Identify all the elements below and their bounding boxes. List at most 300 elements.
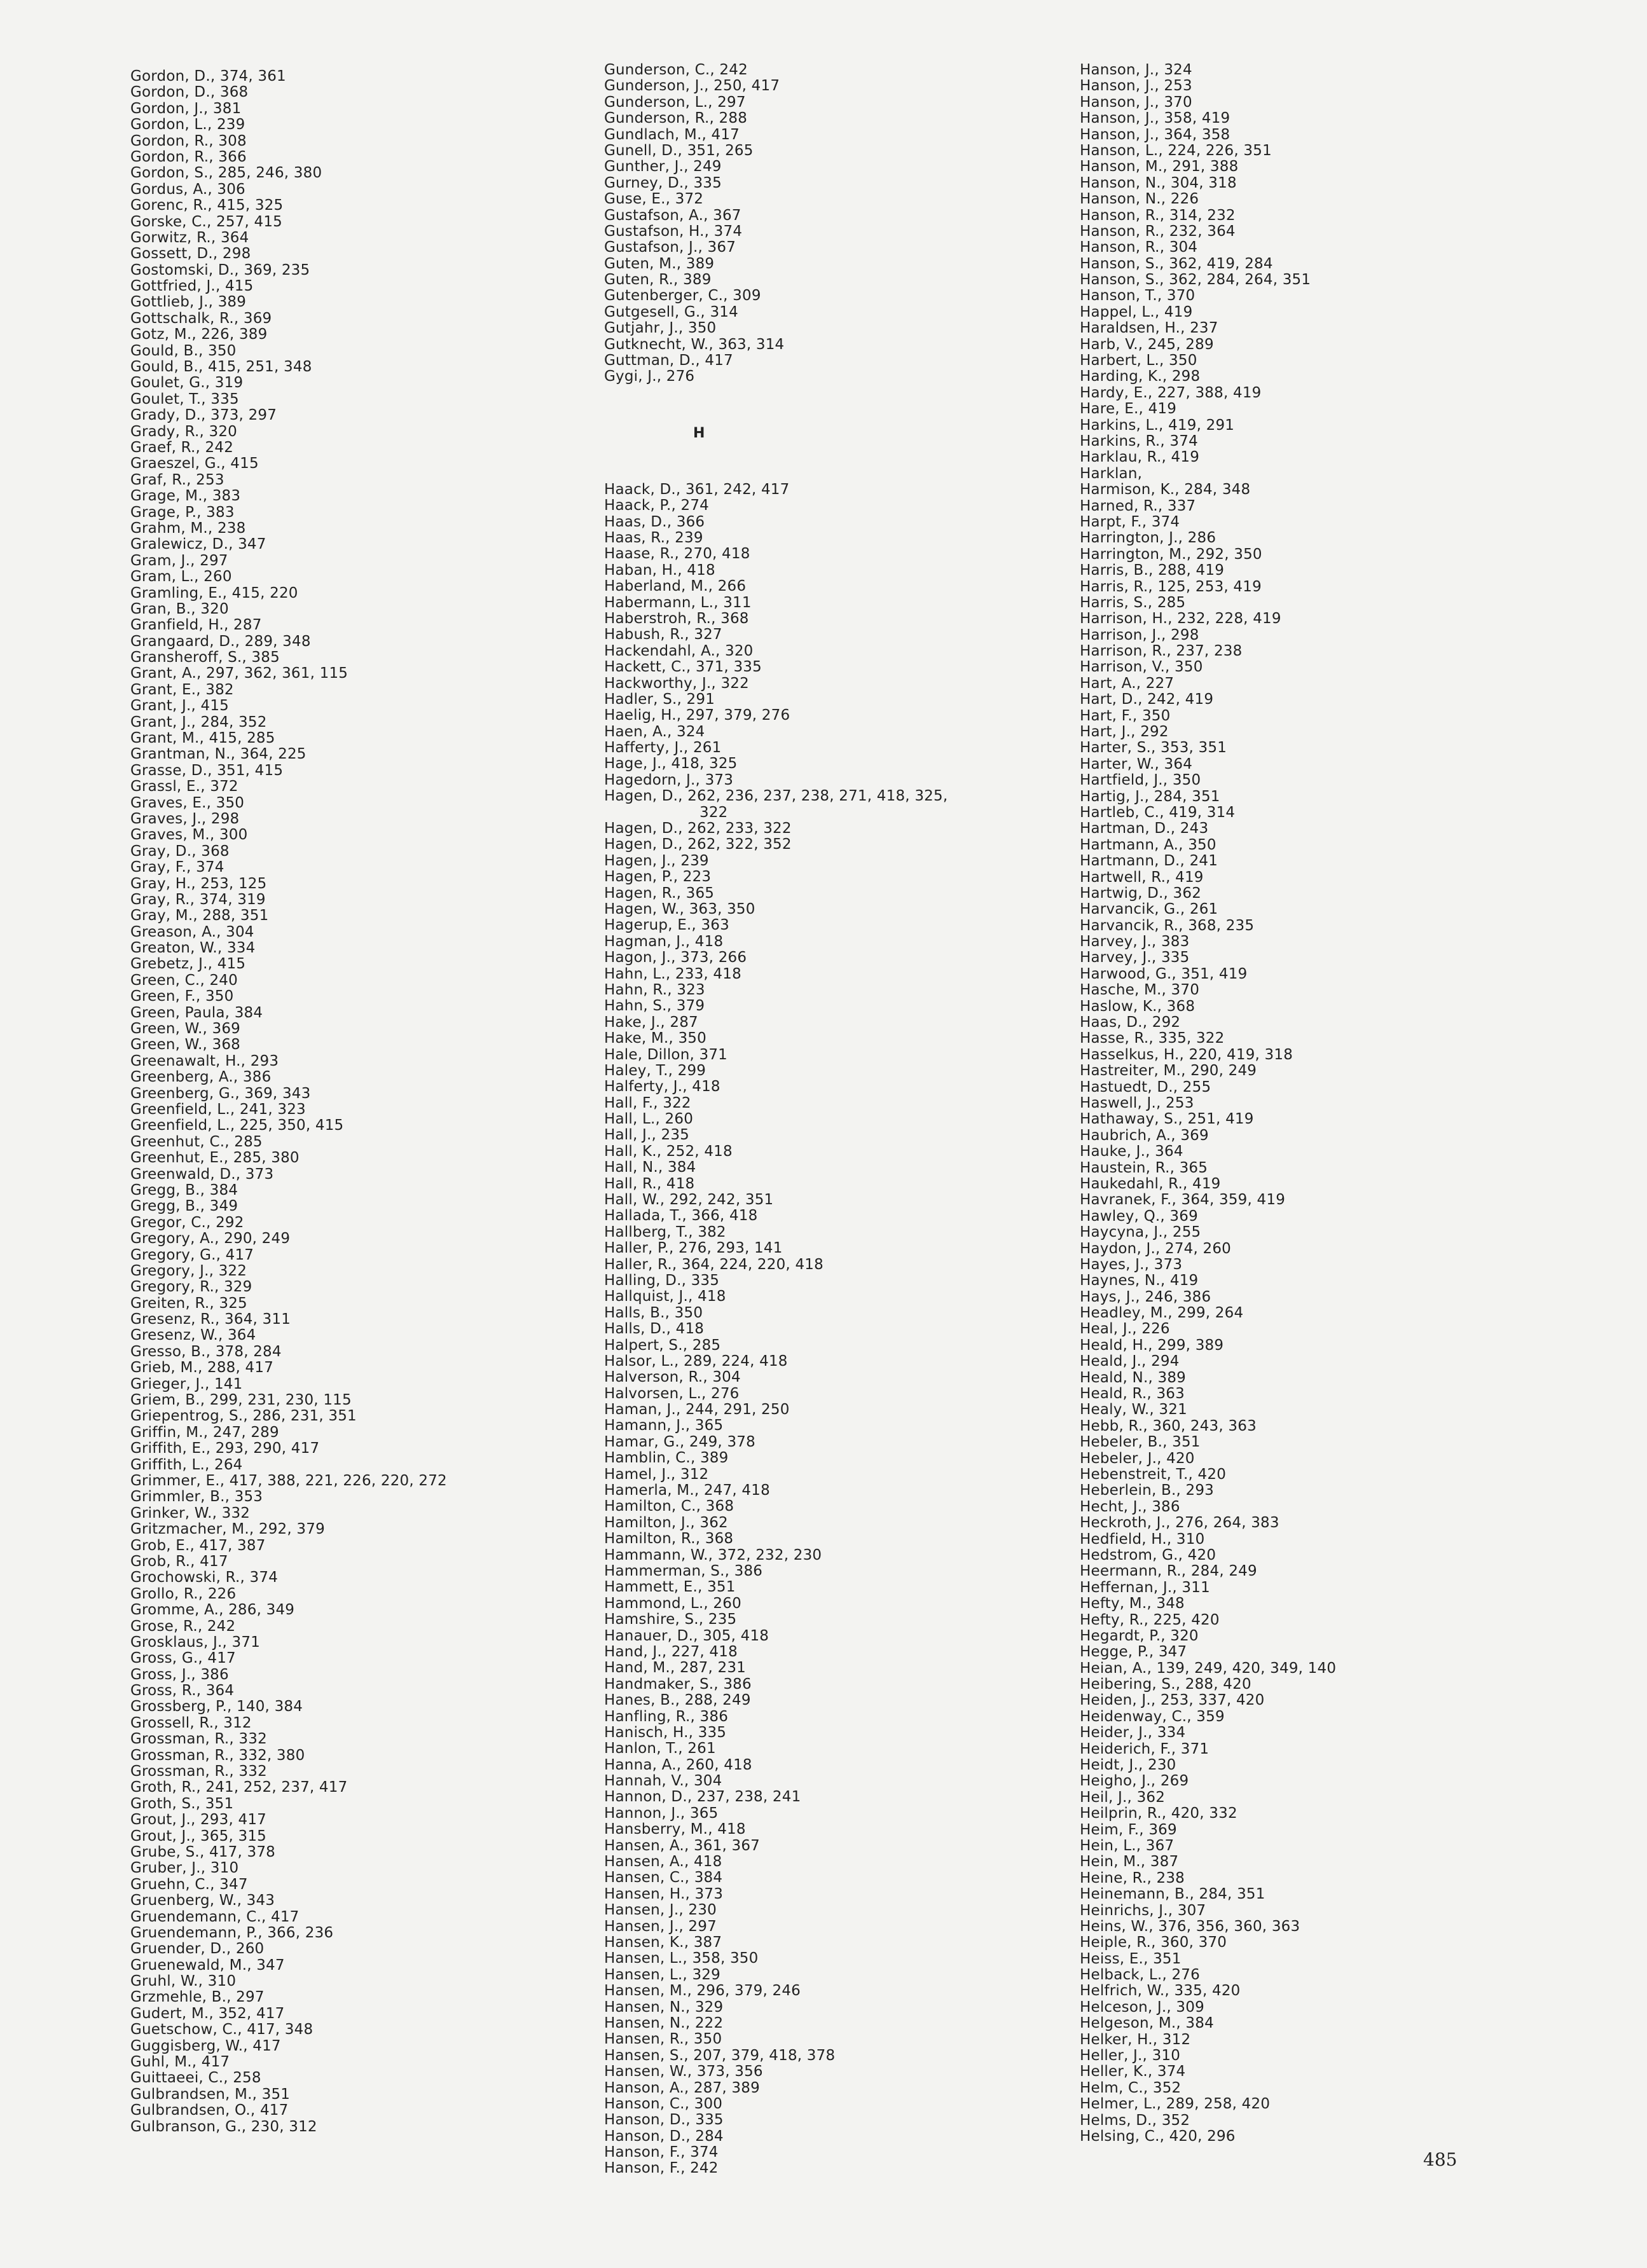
index-entry: Grant, E., 382: [130, 681, 234, 698]
index-entry: Hartmann, D., 241: [1080, 853, 1218, 870]
index-entry: Haberland, M., 266: [604, 578, 747, 595]
index-entry: Hammann, W., 372, 232, 230: [604, 1546, 822, 1564]
index-entry: Hanson, A., 287, 389: [604, 2079, 760, 2096]
index-column-2: [604, 62, 1062, 2177]
index-entry: Hebenstreit, T., 420: [1080, 1466, 1227, 1483]
index-entry: Gould, B., 350: [130, 342, 237, 359]
index-entry: Heins, W., 376, 356, 360, 363: [1080, 1918, 1300, 1935]
index-entry: Hale, Dillon, 371: [604, 1046, 728, 1063]
index-entry: Haase, R., 270, 418: [604, 546, 750, 563]
index-entry: Harris, R., 125, 253, 419: [1080, 578, 1262, 595]
index-entry: Haraldsen, H., 237: [1080, 320, 1218, 337]
index-entry: Gygi, J., 276: [604, 368, 695, 385]
index-entry: Greenberg, G., 369, 343: [130, 1085, 311, 1102]
index-entry: Grube, S., 417, 378: [130, 1843, 275, 1860]
index-entry: Graves, J., 298: [130, 810, 240, 827]
index-entry: Hasselkus, H., 220, 419, 318: [1080, 1046, 1293, 1063]
index-entry: Hasche, M., 370: [1080, 982, 1200, 999]
index-entry: Harrison, J., 298: [1080, 626, 1199, 643]
index-entry: Gross, R., 364: [130, 1682, 235, 1700]
index-entry: Gruender, D., 260: [130, 1941, 265, 1958]
index-entry: Hanson, S., 362, 419, 284: [1080, 255, 1273, 272]
index-entry: Gorwitz, R., 364: [130, 229, 249, 246]
index-entry: Gustafson, J., 367: [604, 239, 736, 256]
index-entry: Halverson, R., 304: [604, 1369, 741, 1386]
index-entry: Harter, W., 364: [1080, 755, 1193, 773]
index-entry: Halsor, L., 289, 224, 418: [604, 1352, 788, 1370]
index-entry: Gutjahr, J., 350: [604, 320, 717, 337]
index-entry: Heberlein, B., 293: [1080, 1482, 1214, 1499]
index-entry: Gunther, J., 249: [604, 158, 722, 175]
index-entry: Happel, L., 419: [1080, 303, 1193, 320]
index-entry: Haban, H., 418: [604, 561, 715, 579]
index-entry: Gutknecht, W., 363, 314: [604, 336, 785, 353]
index-entry: Gunderson, C., 242: [604, 62, 748, 78]
index-entry: Hamann, J., 365: [604, 1417, 724, 1434]
index-entry: Hartwig, D., 362: [1080, 884, 1202, 902]
index-entry: Grose, R., 242: [130, 1618, 236, 1635]
index-entry: Hahn, R., 323: [604, 981, 705, 998]
index-entry: Hanson, M., 291, 388: [1080, 158, 1239, 175]
index-entry: Heffernan, J., 311: [1080, 1579, 1210, 1596]
index-entry: Greenwald, D., 373: [130, 1165, 274, 1183]
index-entry: Hefty, M., 348: [1080, 1595, 1185, 1612]
index-entry: Haustein, R., 365: [1080, 1159, 1208, 1176]
index-entry: Hagerup, E., 363: [604, 917, 729, 934]
index-entry: Grieb, M., 288, 417: [130, 1359, 274, 1377]
index-entry: Helback, L., 276: [1080, 1967, 1200, 1984]
index-entry: Harrison, R., 237, 238: [1080, 643, 1243, 660]
index-entry: Halling, D., 335: [604, 1272, 720, 1289]
index-entry: Hathaway, S., 251, 419: [1080, 1111, 1254, 1128]
index-entry: Heal, J., 226: [1080, 1321, 1170, 1338]
index-entry: Gudert, M., 352, 417: [130, 2005, 285, 2022]
index-entry: Hauke, J., 364: [1080, 1143, 1183, 1160]
index-entry: Hansen, H., 373: [604, 1885, 724, 1902]
index-entry: Heibering, S., 288, 420: [1080, 1676, 1251, 1693]
index-entry: Hansberry, M., 418: [604, 1821, 746, 1838]
index-entry: Hansen, L., 329: [604, 1966, 720, 1983]
index-entry: Hart, F., 350: [1080, 707, 1171, 724]
index-entry: Hanson, R., 314, 232: [1080, 207, 1236, 224]
index-entry: Hart, J., 292: [1080, 724, 1169, 741]
index-entry: Gordon, J., 381: [130, 100, 242, 117]
index-entry: Gottlieb, J., 389: [130, 294, 247, 311]
index-entry: Hagen, R., 365: [604, 884, 715, 902]
index-entry: Heiss, E., 351: [1080, 1950, 1182, 1967]
index-entry: Habermann, L., 311: [604, 594, 752, 611]
index-entry: Harbert, L., 350: [1080, 352, 1197, 369]
index-entry: Gustafson, A., 367: [604, 207, 741, 224]
section-letter: H: [693, 425, 705, 441]
index-entry: Gram, J., 297: [130, 552, 228, 569]
index-entry: Guttman, D., 417: [604, 352, 733, 369]
index-entry: Grassl, E., 372: [130, 778, 238, 795]
index-entry: Graf, R., 253: [130, 471, 224, 488]
index-entry: [604, 788, 1011, 821]
index-entry: Heiden, J., 253, 337, 420: [1080, 1692, 1265, 1709]
index-entry: Haller, R., 364, 224, 220, 418: [604, 1256, 824, 1273]
index-entry: Grochowski, R., 374: [130, 1569, 279, 1586]
index-entry: Grimmler, B., 353: [130, 1488, 263, 1506]
index-entry: Haydon, J., 274, 260: [1080, 1240, 1232, 1257]
index-entry: Hartwell, R., 419: [1080, 869, 1204, 886]
index-entry: Gunderson, R., 288: [604, 110, 748, 127]
index-entry: Harrison, V., 350: [1080, 659, 1203, 676]
index-entry: Hake, J., 287: [604, 1014, 698, 1031]
index-entry: Gray, D., 368: [130, 842, 230, 860]
index-entry: Grossman, R., 332: [130, 1731, 267, 1748]
index-entry: Hegardt, P., 320: [1080, 1627, 1199, 1644]
index-entry: Haller, P., 276, 293, 141: [604, 1240, 783, 1257]
index-entry: Heidenway, C., 359: [1080, 1708, 1225, 1725]
index-entry: Haubrich, A., 369: [1080, 1127, 1209, 1144]
index-entry: Gruber, J., 310: [130, 1860, 239, 1877]
index-entry: Hanson, N., 304, 318: [1080, 174, 1237, 191]
index-entry: Hansen, A., 418: [604, 1853, 722, 1871]
index-entry: Harvey, J., 335: [1080, 949, 1190, 966]
index-entry: Greenberg, A., 386: [130, 1069, 272, 1086]
index-entry: Guittaeei, C., 258: [130, 2070, 261, 2087]
index-entry: Harding, K., 298: [1080, 368, 1201, 385]
index-entry: Hanson, J., 324: [1080, 62, 1192, 78]
index-entry: Hart, A., 227: [1080, 675, 1175, 692]
index-entry: Harkins, L., 419, 291: [1080, 416, 1235, 434]
index-entry: Gregory, A., 290, 249: [130, 1230, 291, 1247]
index-entry: Greenhut, E., 285, 380: [130, 1150, 300, 1167]
index-entry: Gregory, R., 329: [130, 1279, 252, 1296]
index-entry: Headley, M., 299, 264: [1080, 1305, 1244, 1322]
index-entry: Harklau, R., 419: [1080, 449, 1200, 466]
index-entry: Grossman, R., 332, 380: [130, 1747, 305, 1764]
index-entry: Grant, M., 415, 285: [130, 730, 275, 747]
index-entry: Heigho, J., 269: [1080, 1773, 1189, 1790]
index-entry: Hagen, P., 223: [604, 869, 712, 886]
index-entry: Gram, L., 260: [130, 568, 232, 586]
index-entry: Grage, M., 383: [130, 488, 241, 505]
index-entry: Gregg, B., 384: [130, 1181, 238, 1199]
index-entry: Gross, J., 386: [130, 1666, 229, 1683]
index-entry: Hall, N., 384: [604, 1159, 696, 1176]
index-entry: Helker, H., 312: [1080, 2031, 1191, 2048]
index-entry: Helm, C., 352: [1080, 2079, 1182, 2096]
index-entry: Harkins, R., 374: [1080, 432, 1198, 450]
index-entry: Hagedorn, J., 373: [604, 771, 734, 788]
index-entry-main: Hagen, D., 262, 236, 237, 238, 271, 418, 325,: [604, 788, 948, 805]
index-entry: Gulbrandsen, O., 417: [130, 2102, 289, 2119]
index-entry: Haswell, J., 253: [1080, 1095, 1194, 1111]
index-entry: Havranek, F., 364, 359, 419: [1080, 1192, 1286, 1209]
index-entry: Hedstrom, G., 420: [1080, 1546, 1216, 1564]
index-entry: Hebeler, J., 420: [1080, 1450, 1195, 1467]
index-column-1: [130, 69, 588, 2135]
index-entry: Hagen, D., 262, 233, 322: [604, 820, 792, 837]
index-entry: Greenfield, L., 241, 323: [130, 1101, 306, 1118]
index-entry: Hamilton, C., 368: [604, 1498, 734, 1515]
index-entry: Granfield, H., 287: [130, 617, 262, 634]
index-entry: Hanson, C., 300: [604, 2095, 723, 2112]
index-entry: Harrison, H., 232, 228, 419: [1080, 610, 1281, 628]
index-entry: Hebb, R., 360, 243, 363: [1080, 1417, 1257, 1434]
index-entry: Green, F., 350: [130, 988, 234, 1005]
index-entry: Hallquist, J., 418: [604, 1288, 726, 1305]
index-entry: Hanfling, R., 386: [604, 1708, 729, 1725]
index-entry: Griepentrog, S., 286, 231, 351: [130, 1408, 357, 1425]
index-entry: Hammond, L., 260: [604, 1595, 741, 1612]
index-entry: Hagon, J., 373, 266: [604, 949, 747, 966]
index-entry: Gray, H., 253, 125: [130, 875, 267, 892]
index-entry: Heian, A., 139, 249, 420, 349, 140: [1080, 1660, 1337, 1677]
index-entry: Gottfried, J., 415: [130, 278, 254, 295]
index-entry: Hanson, J., 370: [1080, 93, 1192, 111]
index-column-3: [1080, 62, 1538, 2145]
index-entry: Grangaard, D., 289, 348: [130, 633, 311, 650]
index-entry: Gregor, C., 292: [130, 1214, 244, 1231]
index-entry: Harmison, K., 284, 348: [1080, 481, 1251, 498]
index-entry: Handmaker, S., 386: [604, 1675, 752, 1693]
index-entry: Heinrichs, J., 307: [1080, 1902, 1206, 1919]
index-entry: Gray, F., 374: [130, 859, 224, 876]
index-entry: Greenhut, C., 285: [130, 1133, 263, 1150]
index-entry: Haas, R., 239: [604, 529, 703, 546]
index-entry: Grout, J., 365, 315: [130, 1827, 267, 1845]
index-entry: Gutgesell, G., 314: [604, 303, 738, 320]
index-entry: Gresenz, W., 364: [130, 1327, 256, 1344]
index-entry: Hardy, E., 227, 388, 419: [1080, 384, 1262, 401]
index-entry: Heilprin, R., 420, 332: [1080, 1805, 1237, 1822]
index-entry: Harklan,: [1080, 465, 1143, 482]
index-entry: Guten, M., 389: [604, 255, 715, 272]
index-entry: Hake, M., 350: [604, 1030, 706, 1047]
index-entry: Hanson, D., 335: [604, 2112, 724, 2129]
index-entry: Gorenc, R., 415, 325: [130, 197, 284, 214]
index-entry: Grant, J., 284, 352: [130, 713, 267, 731]
index-entry: Grinker, W., 332: [130, 1504, 251, 1522]
index-entry: Harris, S., 285: [1080, 594, 1186, 611]
index-entry: Helmer, L., 289, 258, 420: [1080, 2096, 1271, 2113]
index-entry: Grady, R., 320: [130, 423, 238, 440]
index-entry: Hanson, R., 232, 364: [1080, 223, 1236, 240]
index-entry: Hadler, S., 291: [604, 691, 715, 708]
index-entry: Grady, D., 373, 297: [130, 407, 277, 424]
index-entry: Hamar, G., 249, 378: [604, 1433, 755, 1450]
index-entry: Hastreiter, M., 290, 249: [1080, 1062, 1257, 1080]
index-entry: Hall, W., 292, 242, 351: [604, 1192, 774, 1209]
index-entry: Gordon, R., 308: [130, 132, 247, 149]
index-entry: Hayes, J., 373: [1080, 1256, 1183, 1273]
index-entry: Hanson, R., 304: [1080, 239, 1198, 256]
index-entry: Harwood, G., 351, 419: [1080, 965, 1248, 982]
index-entry: Hanson, J., 358, 419: [1080, 110, 1230, 127]
index-entry: Hansen, N., 329: [604, 1998, 724, 2016]
index-entry: Grieger, J., 141: [130, 1375, 243, 1392]
index-entry: Hanson, T., 370: [1080, 287, 1196, 305]
index-entry: Hall, L., 260: [604, 1111, 694, 1128]
index-entry: Gordon, D., 368: [130, 84, 249, 101]
index-entry: Gritzmacher, M., 292, 379: [130, 1521, 325, 1538]
index-entry: Hahn, S., 379: [604, 998, 705, 1015]
index-entry: Helsing, C., 420, 296: [1080, 2128, 1236, 2145]
index-entry: Grob, R., 417: [130, 1553, 228, 1570]
index-entry: Gregg, B., 349: [130, 1198, 238, 1215]
index-entry: Heim, F., 369: [1080, 1821, 1177, 1838]
index-entry: Hansen, A., 361, 367: [604, 1837, 760, 1854]
index-entry: Gruenewald, M., 347: [130, 1956, 285, 1974]
index-entry: Heinemann, B., 284, 351: [1080, 1886, 1265, 1903]
index-entry: Hartman, D., 243: [1080, 820, 1209, 837]
index-entry: Hansen, C., 384: [604, 1869, 723, 1887]
index-entry: Gustafson, H., 374: [604, 223, 743, 240]
index-entry: Green, W., 368: [130, 1036, 241, 1054]
index-entry: Heckroth, J., 276, 264, 383: [1080, 1515, 1279, 1532]
index-entry: Hagen, J., 239: [604, 852, 709, 869]
index-entry: Grage, P., 383: [130, 504, 235, 521]
index-entry: Heider, J., 334: [1080, 1724, 1186, 1742]
index-entry: Guhl, M., 417: [130, 2054, 230, 2071]
index-entry: Guse, E., 372: [604, 191, 704, 208]
index-entry: Harter, S., 353, 351: [1080, 739, 1227, 757]
index-entry: Heine, R., 238: [1080, 1869, 1185, 1887]
index-entry: Hamblin, C., 389: [604, 1450, 729, 1467]
index-entry: Grant, J., 415: [130, 698, 230, 715]
index-entry: Gruenberg, W., 343: [130, 1892, 275, 1909]
index-entry: Hansen, N., 222: [604, 2014, 724, 2031]
index-entry: Green, Paula, 384: [130, 1004, 263, 1021]
index-entry: Hall, R., 418: [604, 1175, 695, 1192]
index-entry: Green, C., 240: [130, 972, 238, 989]
index-entry: Gordon, L., 239: [130, 116, 245, 134]
index-entry: Hanson, S., 362, 284, 264, 351: [1080, 271, 1311, 289]
index-entry: Hammett, E., 351: [604, 1579, 736, 1596]
index-entry: Hamshire, S., 235: [604, 1611, 737, 1628]
index-entry: Harris, B., 288, 419: [1080, 562, 1225, 579]
index-entry: Hansen, J., 297: [604, 1918, 717, 1935]
index-entry: Halls, B., 350: [604, 1304, 703, 1321]
index-entry: Hart, D., 242, 419: [1080, 691, 1214, 708]
index-entry: Goulet, G., 319: [130, 375, 244, 392]
index-entry: Hamel, J., 312: [604, 1466, 709, 1483]
index-entry: Griffith, L., 264: [130, 1456, 243, 1473]
index-entry: Grout, J., 293, 417: [130, 1811, 267, 1829]
index-entry: Haas, D., 292: [1080, 1014, 1181, 1031]
index-entry: Halvorsen, L., 276: [604, 1385, 740, 1402]
index-entry: Guetschow, C., 417, 348: [130, 2021, 314, 2038]
index-entry: Haberstroh, R., 368: [604, 610, 749, 627]
index-entry: Heermann, R., 284, 249: [1080, 1563, 1257, 1580]
index-entry: Hanson, F., 374: [604, 2144, 719, 2161]
index-entry: Halferty, J., 418: [604, 1078, 720, 1096]
index-entry: Goulet, T., 335: [130, 390, 239, 408]
index-entry: Gregory, J., 322: [130, 1262, 247, 1279]
index-entry: Gordus, A., 306: [130, 181, 245, 198]
index-entry-continuation: 322: [699, 804, 728, 821]
index-entry: Griffith, E., 293, 290, 417: [130, 1440, 320, 1457]
index-entry: Hagen, W., 363, 350: [604, 900, 755, 918]
index-entry: Halpert, S., 285: [604, 1337, 721, 1354]
index-entry: Hare, E., 419: [1080, 401, 1177, 418]
index-entry: Hein, L., 367: [1080, 1837, 1175, 1854]
index-entry: Harrington, J., 286: [1080, 530, 1216, 547]
index-entry: Heiderich, F., 371: [1080, 1740, 1209, 1757]
index-entry: Gulbrandsen, M., 351: [130, 2086, 291, 2103]
index-entry: Hall, F., 322: [604, 1094, 691, 1111]
index-entry: Haelig, H., 297, 379, 276: [604, 707, 790, 724]
index-entry: Hansen, M., 296, 379, 246: [604, 1983, 801, 2000]
index-entry: Hackworthy, J., 322: [604, 675, 749, 692]
index-entry: Hagen, D., 262, 322, 352: [604, 836, 792, 853]
index-entry: Hein, M., 387: [1080, 1853, 1179, 1871]
index-entry: Gorske, C., 257, 415: [130, 213, 283, 230]
index-entry: Hanson, D., 284: [604, 2127, 724, 2145]
index-entry: Hamilton, R., 368: [604, 1530, 734, 1548]
index-entry: Hanlon, T., 261: [604, 1740, 716, 1757]
index-entry: Harrington, M., 292, 350: [1080, 546, 1262, 563]
index-entry: Haen, A., 324: [604, 723, 705, 740]
index-entry: Gurney, D., 335: [604, 174, 722, 191]
index-entry: Grossberg, P., 140, 384: [130, 1698, 303, 1715]
index-entry: Greaton, W., 334: [130, 940, 256, 957]
index-entry: Heald, N., 389: [1080, 1369, 1186, 1386]
index-entry: Haas, D., 366: [604, 513, 705, 530]
index-entry: Hartleb, C., 419, 314: [1080, 804, 1236, 821]
index-entry: Heller, K., 374: [1080, 2063, 1186, 2080]
index-entry: Grantman, N., 364, 225: [130, 746, 307, 763]
index-entry: Gordon, D., 374, 361: [130, 68, 286, 85]
index-entry: Heiple, R., 360, 370: [1080, 1934, 1227, 1951]
index-entry: Hebeler, B., 351: [1080, 1434, 1201, 1451]
index-entry: Heald, R., 363: [1080, 1385, 1185, 1403]
index-entry: Gordon, R., 366: [130, 148, 247, 165]
index-entry: Hallberg, T., 382: [604, 1223, 726, 1241]
index-entry: Hallada, T., 366, 418: [604, 1207, 758, 1225]
index-entry: Hand, J., 227, 418: [604, 1643, 738, 1660]
index-entry: Hannon, D., 237, 238, 241: [604, 1789, 801, 1806]
index-entry: Hartfield, J., 350: [1080, 772, 1201, 789]
index-entry: Gralewicz, D., 347: [130, 536, 266, 553]
index-entry: Halls, D., 418: [604, 1321, 705, 1338]
index-entry: Hahn, L., 233, 418: [604, 965, 741, 982]
index-entry: Heald, H., 299, 389: [1080, 1337, 1224, 1354]
index-entry: Gray, R., 374, 319: [130, 891, 266, 908]
index-entry: Hanson, J., 253: [1080, 78, 1192, 95]
index-entry: Gramling, E., 415, 220: [130, 584, 298, 601]
index-entry: Gunderson, J., 250, 417: [604, 78, 780, 95]
index-entry: Helms, D., 352: [1080, 2112, 1190, 2129]
index-entry: Hanson, F., 242: [604, 2160, 719, 2177]
index-entry: Hefty, R., 225, 420: [1080, 1611, 1220, 1628]
index-entry: Hage, J., 418, 325: [604, 755, 738, 773]
index-entry: Gunell, D., 351, 265: [604, 142, 754, 159]
index-entry: Haack, P., 274: [604, 497, 709, 514]
index-entry: Hanna, A., 260, 418: [604, 1756, 752, 1773]
index-entry: Hansen, R., 350: [604, 2031, 722, 2048]
index-entry: Harvey, J., 383: [1080, 933, 1190, 951]
index-entry: Hamilton, J., 362: [604, 1514, 728, 1531]
index-entry: Gruendemann, C., 417: [130, 1908, 300, 1925]
index-entry: Heil, J., 362: [1080, 1789, 1166, 1806]
index-entry: Groth, S., 351: [130, 1795, 234, 1812]
index-entry: Gunderson, L., 297: [604, 93, 746, 111]
index-entry: Gossett, D., 298: [130, 245, 251, 263]
index-entry: Haley, T., 299: [604, 1062, 706, 1079]
index-entry: Harvancik, R., 368, 235: [1080, 917, 1255, 934]
index-entry: Hannah, V., 304: [604, 1773, 722, 1790]
index-entry: Hackendahl, A., 320: [604, 642, 754, 659]
index-entry: Hays, J., 246, 386: [1080, 1288, 1211, 1305]
index-entry: Gould, B., 415, 251, 348: [130, 359, 312, 376]
index-entry: Haslow, K., 368: [1080, 998, 1196, 1015]
index-entry: Habush, R., 327: [604, 626, 722, 643]
